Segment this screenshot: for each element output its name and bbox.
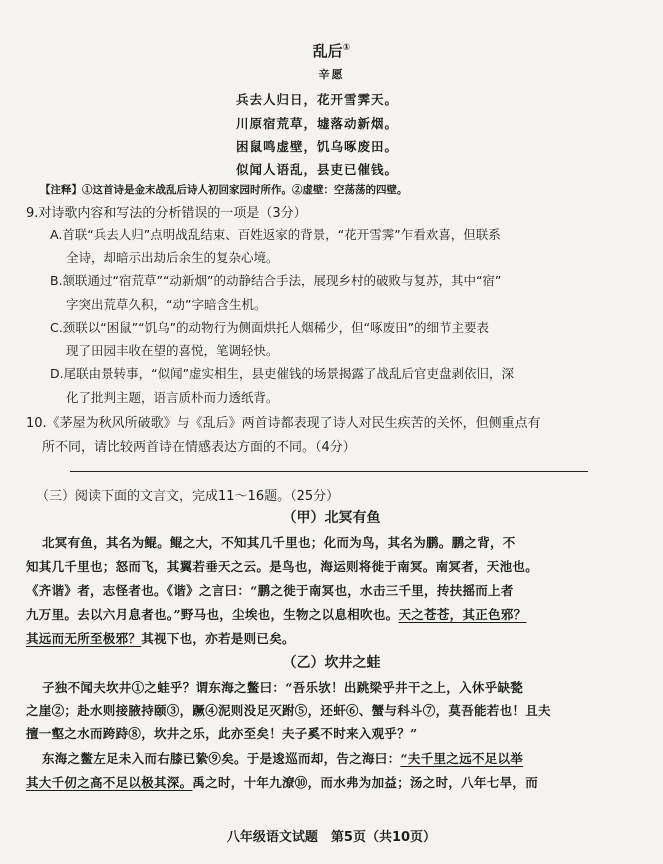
- question-9-option-b-cont: 字突出荒草久积，“动”字暗含生机。: [66, 297, 267, 312]
- passage-jia-line: 《齐谐》者，志怪者也。《谐》之言曰：“鹏之徙于南冥也，水击三千里，抟扶摇而上者: [26, 583, 514, 598]
- passage-yi-line: 之崖②；赴水则接腋持颐③，蹶④泥则没足灭跗⑤，还虷⑥、蟹与科斗⑦，莫吾能若也！且夫: [26, 703, 551, 718]
- question-9-option-b: B.颔联通过“宿荒草”“动新烟”的动静结合手法，展现乡村的破败与复苏，其中“宿”: [50, 273, 502, 288]
- passage-jia-title: （甲）北冥有鱼: [282, 510, 381, 526]
- question-9-option-a-cont: 全诗，却暗示出劫后余生的复杂心境。: [66, 250, 279, 265]
- underlined-sentence: 天之苍苍，其正色邪？: [398, 607, 527, 622]
- part-3-heading: （三）阅读下面的文言文，完成11～16题。（25分）: [36, 489, 340, 504]
- passage-yi-title: （乙）坎井之蛙: [282, 655, 381, 671]
- passage-yi-line: 子独不闻夫坎井①之蛙乎？谓东海之鳖曰：“吾乐欤！出跳梁乎井干之上，入休乎缺甃: [42, 680, 524, 695]
- section-divider: [70, 471, 588, 472]
- passage-jia-line: 北冥有鱼，其名为鲲。鲲之大，不知其几千里也；化而为鸟，其名为鹏。鹏之背，不: [42, 535, 516, 550]
- poem-line: 兵去人归日，花开雪霁天。: [236, 92, 399, 107]
- poem-line: 困鼠鸣虚壁，饥乌啄废田。: [236, 139, 399, 154]
- passage-yi-line: 东海之鳖左足未入而右膝已絷⑨矣。于是逡巡而却，告之海曰：“夫千里之远不足以举: [42, 751, 524, 766]
- question-9-option-a: A.首联“兵去人归”点明战乱结束、百姓返家的背景，“花开雪霁”乍看欢喜，但联系: [50, 227, 501, 242]
- poem-line: 似闻人语乱，县吏已催钱。: [236, 162, 399, 177]
- underlined-sentence: “夫千里之远不足以举: [400, 751, 524, 766]
- question-9-stem: 9.对诗歌内容和写法的分析错误的一项是（3分）: [26, 206, 307, 221]
- passage-yi-line: 擅一壑之水而跨跱⑧，坎井之乐，此亦至矣！夫子奚不时来入观乎？”: [26, 726, 418, 741]
- poem-title: 乱后①: [312, 42, 351, 60]
- poem-annotation: 【注释】①这首诗是金末战乱后诗人初回家园时所作。②虚壁：空荡荡的四壁。: [40, 184, 408, 196]
- question-10-stem: 10.《茅屋为秋风所破歌》与《乱后》两首诗都表现了诗人对民生疾苦的关怀，但侧重点有: [26, 416, 541, 431]
- question-10-stem-cont: 所不同，请比较两首诗在情感表达方面的不同。（4分）: [42, 440, 356, 455]
- question-9-option-c: C.颈联以“困鼠”“饥乌”的动物行为侧面烘托人烟稀少，但“啄废田”的细节主要表: [50, 320, 490, 335]
- passage-jia-line: 其远而无所至极邪？其视下也，亦若是则已矣。: [26, 631, 295, 646]
- question-9-option-c-cont: 现了田园丰收在望的喜悦，笔调轻快。: [66, 343, 279, 358]
- question-9-option-d: D.尾联由景转事，“似闻”虚实相生，县吏催钱的场景揭露了战乱后官吏盘剥依旧，深: [50, 366, 515, 381]
- underlined-sentence: 其远而无所至极邪？: [26, 631, 142, 646]
- poem-line: 川原宿荒草，墟落动新烟。: [236, 116, 399, 131]
- passage-jia-line: 九万里。去以六月息者也。”野马也，尘埃也，生物之以息相吹也。天之苍苍，其正色邪？: [26, 607, 527, 622]
- underlined-sentence: 其大千仞之高不足以极其深。: [26, 775, 193, 790]
- poem-author: 辛愿: [318, 68, 345, 81]
- passage-jia-line: 知其几千里也；怒而飞，其翼若垂天之云。是鸟也，海运则将徙于南冥。南冥者，天池也。: [26, 559, 539, 574]
- question-9-option-d-cont: 化了批判主题，语言质朴而力透纸背。: [66, 390, 279, 405]
- passage-yi-line: 其大千仞之高不足以极其深。禹之时，十年九潦⑩，而水弗为加益；汤之时，八年七旱，而: [26, 775, 539, 790]
- page-footer: 八年级语文试题 第5页（共10页）: [226, 830, 437, 845]
